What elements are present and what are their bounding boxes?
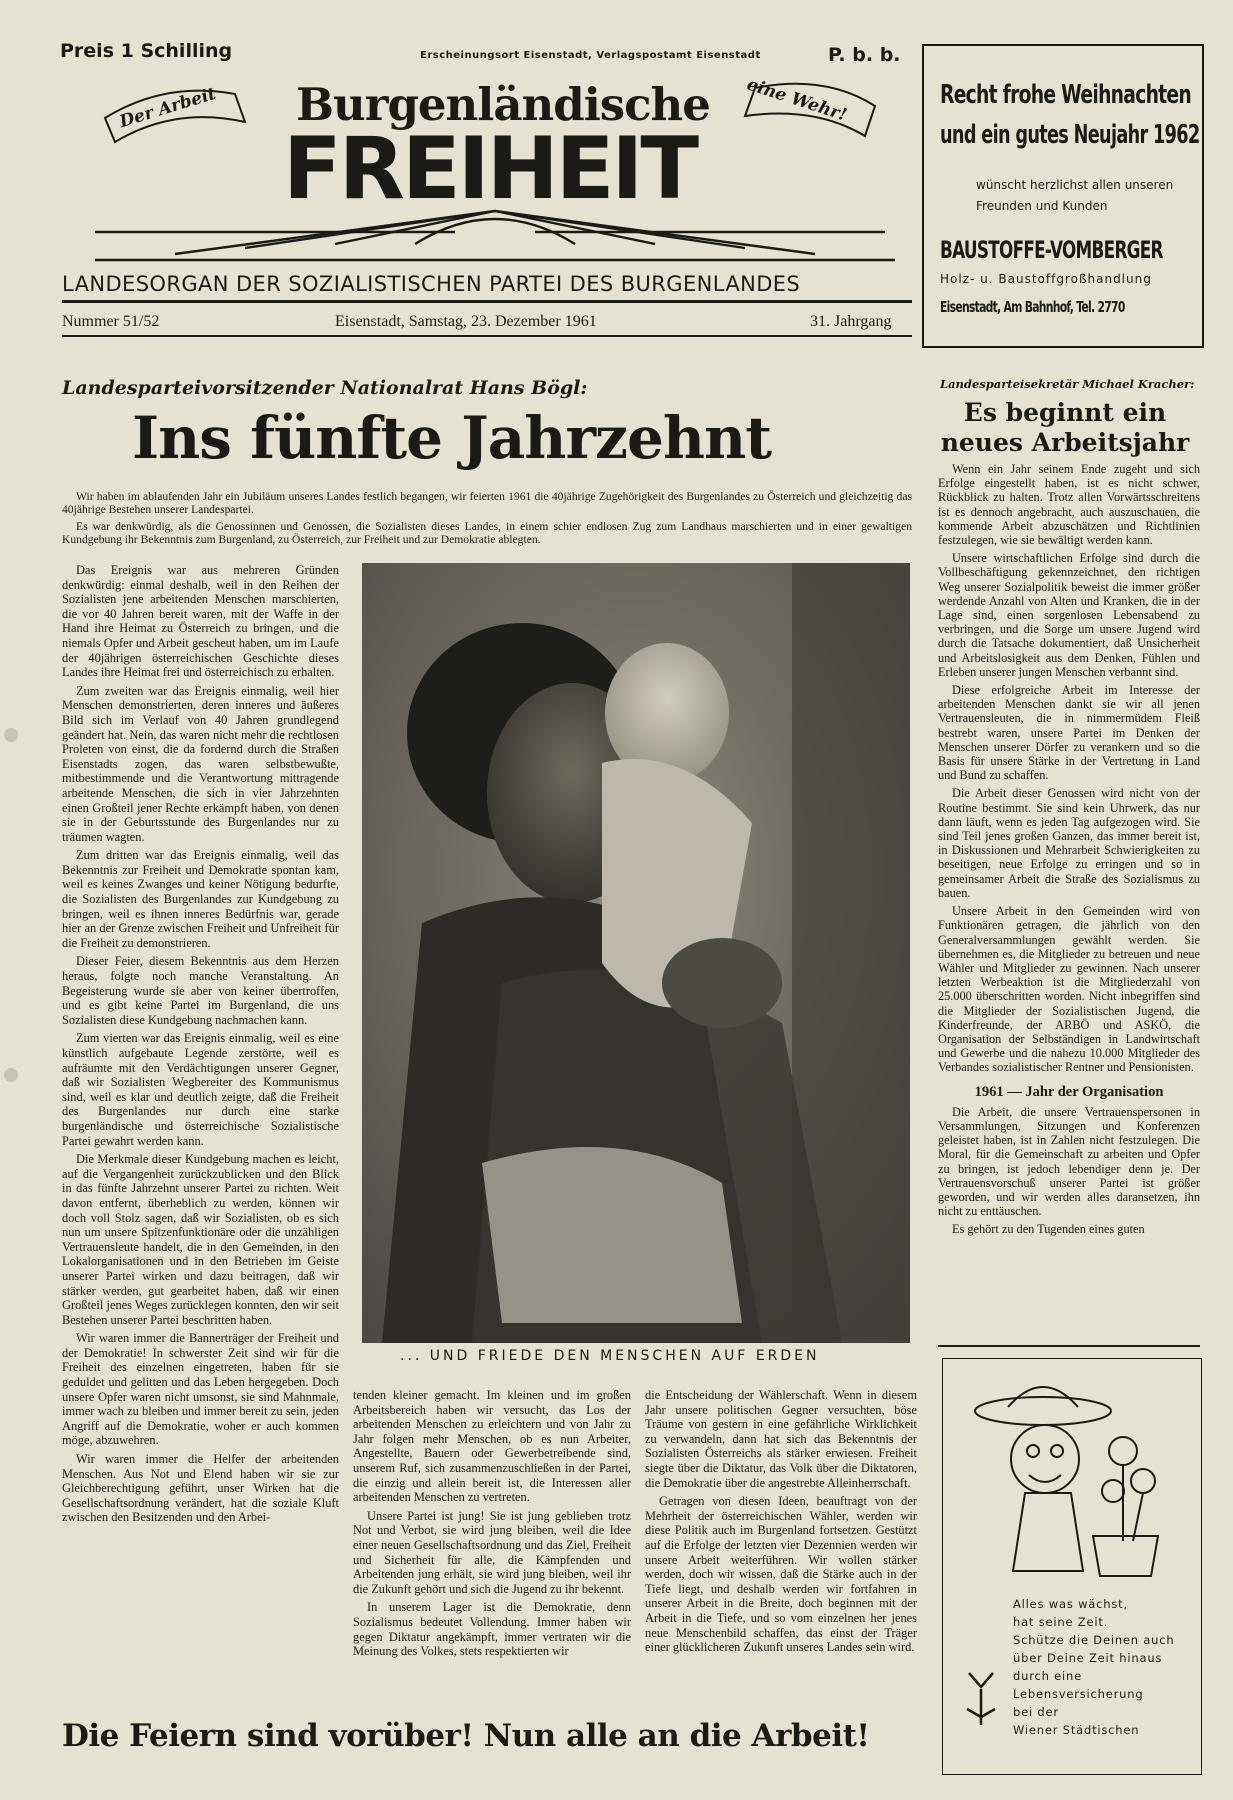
postal-line: Erscheinungsort Eisenstadt, Verlagspostamt Eisenstadt bbox=[420, 50, 761, 61]
article-paragraph: Zum vierten war das Ereignis einmalig, weil es eine künstlich aufgebaute Legende zerstörte, weil es aufräumte mit den Verdächtigungen unserer Gegner, daß wir Sozialisten Wegbereiter des Kommunismus sind, weil es klar und deutlich zeigte, daß die Freiheit des Burgenlandes nur durch eine starke burgenländische und österreichische Sozialistische Partei gewahrt werden kann. bbox=[62, 1031, 339, 1148]
ad-line: durch eine bbox=[1013, 1669, 1082, 1683]
side-subhead: 1961 — Jahr der Organisation bbox=[974, 1083, 1164, 1100]
banner-right-text: eine Wehr! bbox=[744, 74, 850, 126]
insurance-tulip-logo bbox=[961, 1669, 1001, 1729]
article-paragraph: Die Merkmale dieser Kundgebung machen es leicht, auf die Vergangenheit zurückzublicken und den Blick in das fünfte Jahrzehnt unserer Partei zu richten. Weit davon entfernt, überheblich zu werden, können wir doch voll Stolz sagen, daß wir Sozialisten, ob es sich nun um unsere Spitzenfunktionäre oder die unzähligen Vertrauensleute handelt, die in den Gemeinden, in den Lokalorganisationen und in den Betrieben im Geiste unserer Partei wirken und dazu beitragen, daß wir stärker werden, gut gearbeitet haben, daß wir einen Großteil jenes Weges zurücklegen konnten, den wir seit Bestehen unserer Partei beschritten haben. bbox=[62, 1152, 339, 1327]
ad-wish-1: wünscht herzlichst allen unseren bbox=[976, 178, 1174, 192]
banner-left-text: Der Arbeit bbox=[117, 83, 219, 133]
christmas-ad bbox=[922, 44, 1204, 348]
photo-caption: ... UND FRIEDE DEN MENSCHEN AUF ERDEN bbox=[400, 1348, 820, 1364]
ad-line: Schütze die Deinen auch bbox=[1013, 1633, 1175, 1647]
ad-trade: Holz- u. Baustoffgroßhandlung bbox=[940, 272, 1152, 286]
article-paragraph: Getragen von diesen Ideen, beauftragt von der Mehrheit der österreichischen Wähler, werden wir diese Politik auch im Burgenland fortsetzen. Gestützt auf die Erfolge der letzten vier Dezennien werden wir unsere Arbeit weiterführen. Wir wollen stärker werden, doch wir wissen, daß die Stärke auch in der Tiefe liegt, und deshalb werden wir fortfahren in unserer Arbeit in die Breite, doch beginnen mit der Arbeit in die Tiefe, und so vom einzelnen her jenes neue Menschenbild schaffen, das einst der Träger einer glücklicheren Zukunft unseres Landes sein wird. bbox=[645, 1494, 917, 1655]
issue-number: Nummer 51/52 bbox=[62, 313, 160, 330]
ad-line: hat seine Zeit. bbox=[1013, 1615, 1109, 1629]
article-paragraph: Zum zweiten war das Ereignis einmalig, weil hier Menschen demonstrierten, deren inneres und äußeres Bild sich im Verlauf von 40 Jahren grundlegend geändert hat. Nein, das waren nicht mehr die rechtlosen Proleten von einst, die da fordernd durch die Straßen Eisenstadts zogen, das waren selbstbewußte, mitbestimmende und die Verantwortung mittragende arbeitende Menschen, die sich in vier Jahrzehnten einen Großteil jener Rechte erkämpft haben, von denen sie in der Geburtsstunde des Burgenlandes nur zu träumen wagten. bbox=[62, 683, 339, 844]
title-small: Burgenländische bbox=[296, 78, 710, 131]
footer-headline: Die Feiern sind vorüber! Nun alle an die Arbeit! bbox=[62, 1718, 870, 1754]
article-paragraph: In unserem Lager ist die Demokratie, denn Sozialismus bedeutet Vollendung. Immer haben wir gegen Diktatur angekämpft, immer vertraten wir die Meinung des Volkes, stets respektierten wir bbox=[353, 1600, 631, 1659]
article-paragraph: die Entscheidung der Wählerschaft. Wenn in diesem Jahr unsere politischen Gegner versuchten, böse Träume von gestern in eine gefährliche Wirklichkeit zu verwandeln, dann hat sich das Bekenntnis der Sozialisten Österreichs als stärker erwiesen. Freiheit siegte über die Diktatur, das Volk über die Diktatoren, die Demokratie über die angestrebte Alleinherrschaft. bbox=[645, 1388, 917, 1490]
side-kicker: Landesparteisekretär Michael Kracher: bbox=[940, 377, 1195, 391]
price-label: Preis 1 Schilling bbox=[60, 40, 233, 62]
side-paragraph: Unsere wirtschaftlichen Erfolge sind durch die Vollbeschäftigung gekennzeichnet, den richtigen Weg unserer Sozialpolitik beweist die immer größer werdende Anzahl von Alten und Kranken, die in der Lage sind, einen sorgenlosen Lebensabend zu verbringen, und die Sorge um unsere Jugend wird durch die Tatsache dokumentiert, daß Unsicherheit und Arbeitslosigkeit aus dem Denken, Fühlen und Erleben unserer jungen Menschen verbannt sind. bbox=[938, 551, 1200, 679]
article-paragraph: Wir waren immer die Helfer der arbeitenden Menschen. Aus Not und Elend haben wir sie zur Gleichberechtigung geführt, unser Wirken hat die Gesellschaftsordnung verändert, hat die soziale Kluft zwischen den Besitzenden und den Arbei- bbox=[62, 1452, 339, 1525]
main-column-1 bbox=[62, 563, 339, 1713]
dateline-rule bbox=[62, 335, 912, 337]
main-kicker: Landesparteivorsitzender Nationalrat Hans Bögl: bbox=[62, 377, 588, 399]
side-paragraph: Wenn ein Jahr seinem Ende zugeht und sich Erfolge eingestellt haben, ist es nicht schwer, Rückblick zu halten. Trotz allen Vorwärtsschreitens ist es dennoch angebracht, auch auszuschauen, die kommende Arbeit abzuschätzen und Richtlinien festzulegen, wie sie bewältigt werden kann. bbox=[938, 462, 1200, 548]
side-paragraph: Es gehört zu den Tugenden eines guten bbox=[952, 1222, 1145, 1237]
side-paragraph: Diese erfolgreiche Arbeit im Interesse der arbeitenden Menschen dankt sie wir all jenen Vertrauensleuten, die in nimmermüdem Fleiß bestrebt waren, unsere Partei im Denken der Menschen unserer Dörfer zu verankern und so die Basis für unsere Stärke in der Vertretung in Land und Bund zu schaffen. bbox=[938, 683, 1200, 783]
issue-date: Eisenstadt, Samstag, 23. Dezember 1961 bbox=[335, 313, 597, 330]
ad-wish-2: Freunden und Kunden bbox=[976, 199, 1108, 213]
ad-company: BAUSTOFFE-VOMBERGER bbox=[940, 236, 1163, 264]
ad-headline-2: und ein gutes Neujahr 1962 bbox=[940, 120, 1200, 150]
side-rule bbox=[938, 1345, 1200, 1347]
side-headline bbox=[940, 398, 1190, 458]
ad-line: Wiener Städtischen bbox=[1013, 1723, 1140, 1737]
gardener-illustration bbox=[973, 1371, 1173, 1581]
main-column-2 bbox=[353, 1388, 631, 1688]
article-paragraph: Unsere Partei ist jung! Sie ist jung geblieben trotz Not und Verbot, sie wird jung bleiben, weil die Idee einer neuen Gesellschaftsordnung und das Ziel, Freiheit und Sicherheit für alle, die Kämpfenden und Arbeitenden jung erhält, sie wird jung bleiben, weil ihr die Zukunft gehört und sich die Jugend zu ihr bekennt. bbox=[353, 1508, 631, 1596]
pbb-label: P. b. b. bbox=[828, 44, 901, 66]
lead-paragraph: Wir haben im ablaufenden Jahr ein Jubiläum unseres Landes festlich begangen, wir feierten 1961 die 40jährige Zugehörigkeit des Burgenlandes zu Österreich und gleichzeitig das 40jährige Bestehen unserer Landespartei. bbox=[62, 490, 912, 516]
mother-child-photo bbox=[362, 563, 910, 1343]
article-paragraph: tenden kleiner gemacht. Im kleinen und im großen Arbeitsbereich haben wir versucht, das Los der arbeitenden Menschen zu erleichtern und von Jahr zu Jahr folgen mehr Menschen, ob es nun Arbeiter, Angestellte, Bauern oder Gewerbetreibende sind, unserem Ruf, sich zusammenzuschließen in der Partei, die einzig und allein bereit ist, die Interessen aller arbeitenden Menschen zu vertreten. bbox=[353, 1388, 631, 1505]
side-headline-line-1: Es beginnt ein bbox=[963, 398, 1167, 427]
ad-line: Lebensversicherung bbox=[1013, 1687, 1144, 1701]
side-paragraph: Die Arbeit, die unsere Vertrauenspersonen in Versammlungen, Sitzungen und Konferenzen geleistet haben, ist in Zahlen nicht festzulegen. Die Moral, für die Gemeinschaft zu arbeiten und Opfer zu bringen, ist jedoch lebendiger denn je. Der Vertrauensvorschuß unserer Partei ist größer geworden, und wir werden alles daransetzen, ihn nicht zu enttäuschen. bbox=[938, 1104, 1200, 1219]
side-headline-line-2: neues Arbeitsjahr bbox=[940, 428, 1190, 457]
article-paragraph: Dieser Feier, diesem Bekenntnis aus dem Herzen heraus, folgte noch manche Veranstaltung. An Begeisterung wurde sie aber von keiner übertroffen, und es gibt keine Partei im Burgenland, die uns Sozialisten diese Kundgebung nachmachen kann. bbox=[62, 954, 339, 1027]
issue-volume: 31. Jahrgang bbox=[810, 313, 892, 330]
subtitle: LANDESORGAN DER SOZIALISTISCHEN PARTEI DES BURGENLANDES bbox=[62, 272, 801, 296]
side-column bbox=[938, 462, 1200, 1334]
article-paragraph: Das Ereignis war aus mehreren Gründen denkwürdig: einmal deshalb, weil in den Reihen der Sozialisten jene arbeitenden Menschen marschierten, die vor 40 Jahren bereit waren, mit der Waffe in der Hand ihre Heimat zu Österreich zu bringen, und die niemals Opfer und Arbeit gescheut haben, um im Laufe der 40jährigen österreichischen Geschichte dieses Landes ihre Heimat frei und österreichisch zu erhalten. bbox=[62, 563, 339, 680]
article-paragraph: Wir waren immer die Bannerträger der Freiheit und der Demokratie! In schwerster Zeit sind wir für die Freiheit des einzelnen eingetreten, haben für sie geduldet und gelitten und das Leben hergegeben. Doch unsere Opfer waren nicht umsonst, sie sind Mahnmale, immer wach zu bleiben und immer bereit zu sein, jeden Angriff auf die Demokratie, woher er auch kommen möge, abzuwehren. bbox=[62, 1331, 339, 1448]
ad-address: Eisenstadt, Am Bahnhof, Tel. 2770 bbox=[940, 298, 1125, 316]
title-big: FREIHEIT bbox=[283, 119, 697, 219]
side-paragraph: Die Arbeit dieser Genossen wird nicht von der Routine bestimmt. Sie sind kein Uhrwerk, das nur dann läuft, wenn es jeden Tag aufgezogen wird. Sie sind Teil jenes großen Ganzen, das immer bereit ist, in Diskussionen und Mehrarbeit Schwierigkeiten zu beseitigen, neue Erfolge zu erringen und so in gemeinsamer Arbeit die Straße des Sozialismus zu bauen. bbox=[938, 786, 1200, 900]
main-column-3 bbox=[645, 1388, 917, 1688]
ad-line: bei der bbox=[1013, 1705, 1059, 1719]
lead-paragraph: Es war denkwürdig, als die Genossinnen und Genossen, die Sozialisten dieses Landes, in einem schier endlosen Zug zum Landhaus marschierten und in einer gewaltigen Kundgebung ihr Bekenntnis zum Burgenland, zu Österreich, zur Freiheit und zur Demokratie ablegten. bbox=[62, 520, 912, 546]
masthead-rule bbox=[62, 300, 912, 303]
ad-text bbox=[1013, 1595, 1174, 1739]
side-paragraph: Unsere Arbeit in den Gemeinden wird von Funktionären getragen, die jährlich von den Generalversammlungen gewählt werden. Sie übernehmen es, die Mitglieder zu betreuen und neue Wähler und Mitglieder zu gewinnen. Nach unserer letzten Werbeaktion ist die Mitgliederzahl von 25.000 überschritten worden. Nicht inbegriffen sind die Mitglieder der Sozialistischen Jugend, die Kinderfreunde, der ARBÖ und ASKÖ, die Organisation der Selbständigen in Landwirtschaft und Gewerbe und die nahezu 10.000 Mitglieder des Verbandes sozialistischer Rentner und Pensionisten. bbox=[938, 904, 1200, 1075]
article-paragraph: Zum dritten war das Ereignis einmalig, weil das Bekenntnis zur Freiheit und Demokratie spontan kam, weil es keines Zwanges und keiner Nötigung bedurfte, die Sozialisten des Burgenlandes zur Kundgebung zu bringen, weil es ihnen inneres Bedürfnis war, gerade hier an der Grenze zwischen Freiheit und Unfreiheit für die Freiheit zu demonstrieren. bbox=[62, 848, 339, 950]
ad-line: Alles was wächst, bbox=[1013, 1597, 1128, 1611]
ad-headline-1: Recht frohe Weihnachten bbox=[940, 80, 1191, 110]
main-lead bbox=[62, 490, 912, 550]
binder-hole bbox=[4, 728, 18, 742]
ad-line: über Deine Zeit hinaus bbox=[1013, 1651, 1163, 1665]
main-headline: Ins fünfte Jahrzehnt bbox=[132, 404, 771, 472]
insurance-ad bbox=[942, 1358, 1202, 1775]
binder-hole bbox=[4, 1068, 18, 1082]
